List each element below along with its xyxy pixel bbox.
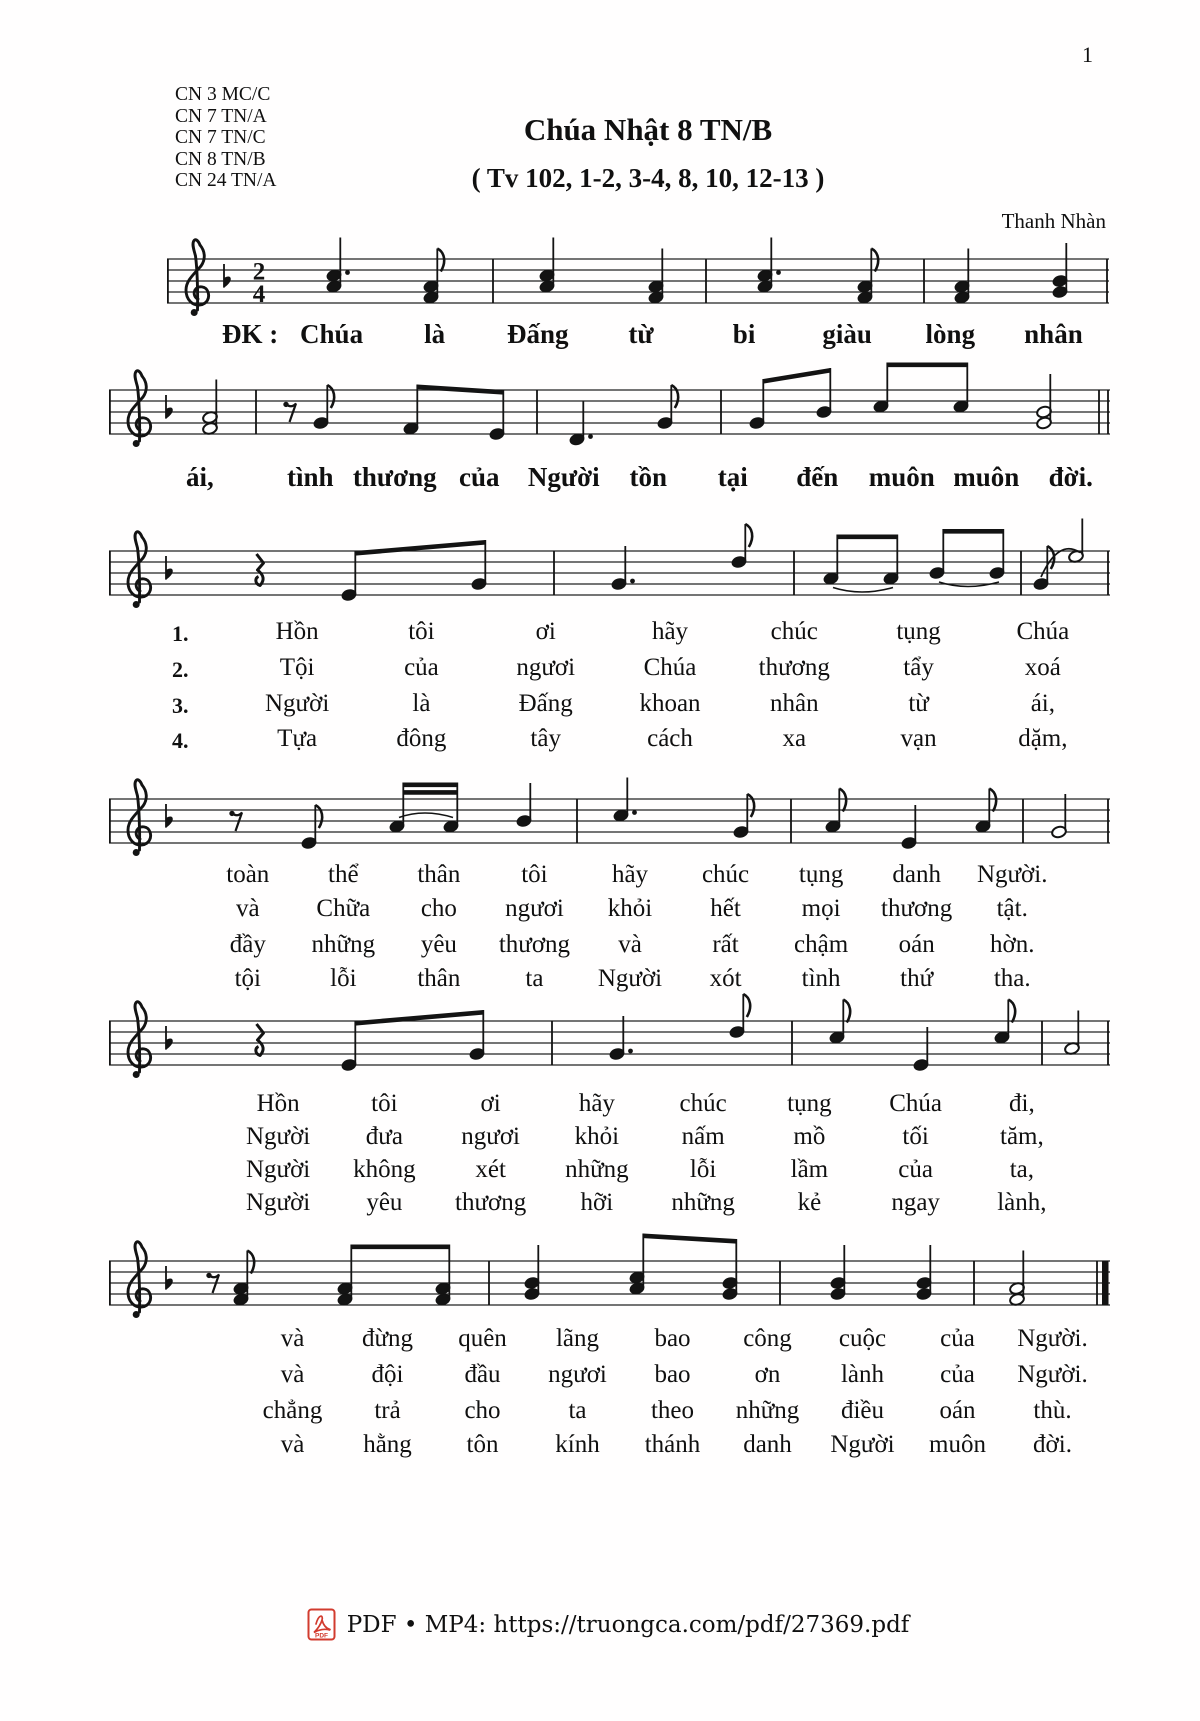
lyric-word: hãy [611,861,649,888]
lyric-word: giàu [822,319,872,349]
lyric-word: cho [420,895,457,922]
lyric-word: hỡi [580,1189,614,1216]
verse-line [0,618,1200,652]
flat-sign-icon [166,556,172,580]
lyric-word: đông [396,725,447,752]
lyric-word: ơn [754,1361,781,1388]
lyric-word: Chúa [1016,618,1070,645]
treble-clef-icon [186,240,209,316]
lyric-word-grid [235,725,1105,753]
lyric-word: cho [464,1397,501,1424]
lyric-word-grid [245,1361,1100,1389]
lyric-word: tụng [787,1090,832,1117]
lyric-word: những [671,1189,735,1216]
lyric-word: Người [527,462,600,492]
composer-name: Thanh Nhàn [1001,209,1106,233]
lyric-word: Người [597,965,663,992]
lyric-word: là [412,690,431,717]
flat-sign-icon [166,395,172,419]
lyric-word: yêu [366,1189,403,1216]
lyric-word: tôn [466,1431,499,1458]
lyric-word: hãy [578,1090,615,1117]
lyric-word: oán [939,1397,976,1424]
lyric-word: tôi [371,1090,398,1117]
lyric-word: những [735,1397,800,1424]
lyric-word-grid [225,1090,1075,1118]
lyric-word-grid [245,1397,1100,1425]
lyric-word-grid [245,1431,1100,1459]
lyric-word: nấm [681,1123,725,1150]
treble-clef-icon [128,1242,151,1318]
lyric-word: thương [455,1189,527,1216]
lyric-word: tại [717,462,748,492]
lyric-word: lành, [997,1189,1047,1216]
lyric-word: xa [782,725,807,752]
lyric-word: Tội [279,654,315,681]
lyric-word: quên [458,1325,507,1352]
lyric-word: đội [371,1361,404,1388]
lyric-word: tối [902,1123,929,1150]
lyric-word: tẩy [903,654,934,681]
lyric-word: yêu [420,931,457,958]
lyric-word: theo [650,1397,695,1424]
lyric-word: dặm, [1018,725,1068,752]
lyric-word: lãng [555,1325,600,1352]
verse-line [0,1431,1200,1465]
lyric-word: hết [710,895,741,922]
lyric-word: lầm [790,1156,829,1183]
lyric-word-grid [225,1156,1075,1184]
verse-line [0,1397,1200,1431]
lyric-word: thánh [644,1431,701,1458]
lyric-word: đời. [1033,1431,1072,1458]
lyric-word-grid [235,690,1105,718]
lyric-word-grid [200,861,1060,889]
lyric-word: Người [245,1123,311,1150]
lyric-word: bi [732,319,756,349]
lyric-word: Người [245,1189,311,1216]
lyric-word: của [404,654,439,681]
lyric-word: tình [286,462,334,492]
lyric-word: điều [840,1397,885,1424]
lyric-word: ngươi [516,654,576,681]
lyric-word: nhân [1024,319,1083,349]
lyric-word: đến [796,462,839,492]
lyric-word: không [353,1156,416,1183]
lyric-word: và [235,895,260,922]
lyric-word: những [565,1156,629,1183]
lyric-word-grid [235,654,1105,682]
lyric-word: trả [374,1397,401,1424]
lyric-word: của [898,1156,933,1183]
lyric-word: rất [712,931,739,958]
quarter-rest-icon [256,554,264,586]
lyric-word: tụng [798,861,844,888]
verse-line [0,1123,1200,1157]
lyric-word: tội [234,965,261,992]
lyric-word: đưa [365,1123,403,1150]
lyric-word-grid [280,319,1105,350]
lyric-word: thân [417,965,461,992]
footer [8,1608,1200,1641]
lyric-word: và [618,931,642,958]
svg-text:2: 2 [252,258,266,286]
lyric-word: xét [475,1156,506,1183]
flat-sign-icon [166,804,172,828]
lyric-word: ta [525,965,544,992]
lyric-word: khoan [639,690,701,717]
verse-line [0,725,1200,759]
verse-line [0,1156,1200,1190]
lyric-word: chúc [770,618,818,645]
lyric-word: Người [265,690,330,717]
lyric-word: toàn [226,861,270,888]
lyric-word: Chúa [889,1090,943,1117]
page-number: 1 [1082,42,1093,67]
lyric-word: muôn [953,462,1020,492]
lyric-word: mọi [801,895,841,922]
lyric-word: ơi [535,618,556,645]
lyric-word: tha. [993,965,1031,992]
cn-reference-item: CN 8 TN/B [175,148,266,170]
lyric-word: Hồn [275,618,319,645]
quarter-rest-icon [256,1024,264,1056]
lyric-word-grid [235,618,1105,646]
lyric-word: tây [530,725,561,752]
lyric-word: Người [830,1431,895,1458]
psalm-reference: ( Tv 102, 1-2, 3-4, 8, 10, 12-13 ) [471,163,825,193]
verse-line [0,654,1200,688]
verse-number: 1. [172,621,189,646]
lyric-word: Tựa [277,725,318,752]
lyric-word: chậm [794,931,849,958]
lyric-word: đi, [1009,1090,1035,1117]
lyric-word: lỗi [689,1156,717,1183]
lyric-word: thương [498,931,571,958]
lyric-word: thương [758,654,830,681]
lyric-word: hãy [651,618,689,645]
lyric-word: và [280,1361,305,1388]
lyric-word: đầu [464,1361,501,1388]
lyric-word: tăm, [1000,1123,1044,1150]
lyric-word: là [424,319,446,349]
lyric-word: ngươi [548,1361,607,1388]
lyric-word: ngay [891,1189,940,1216]
refrain-line-2 [0,462,1200,496]
lyric-word: và [280,1431,305,1458]
lyric-word: mồ [793,1123,826,1150]
lyric-word: lành [840,1361,885,1388]
refrain-label: ái, [186,462,214,492]
lyric-word-grid [225,1123,1075,1151]
lyric-word: đừng [361,1325,414,1352]
lyric-word-grid [245,1325,1100,1353]
refrain-line-1 [0,319,1200,353]
treble-clef-icon [128,1002,151,1078]
lyric-word-grid [268,462,1113,493]
lyric-word: đời. [1048,462,1093,492]
lyric-word: nhân [769,690,819,717]
lyric-word: những [311,931,376,958]
verse-line [0,1361,1200,1395]
footer-link[interactable]: PDF • MP4: https://truongca.com/pdf/27369.pdf [346,1611,910,1638]
lyric-word-grid [225,1189,1075,1217]
lyric-word: xót [709,965,742,992]
lyric-word: tình [801,965,841,992]
lyric-word: danh [892,861,941,888]
verse-line [0,895,1200,929]
lyric-word: và [280,1325,305,1352]
lyric-word: thể [328,861,359,888]
lyric-word: lỗi [330,965,357,992]
refrain-label: ĐK : [222,319,279,349]
lyric-word: Chữa [316,895,371,922]
lyric-word: lòng [925,319,976,349]
lyric-word: của [940,1325,975,1352]
lyric-word: ái, [1030,690,1055,717]
lyric-word: Người [245,1156,311,1183]
verse-line [0,1189,1200,1223]
lyric-word: bao [654,1325,691,1352]
treble-clef-icon [128,371,151,447]
lyric-word: đầy [229,931,266,958]
lyric-word: thương [352,462,437,492]
verse-line [0,690,1200,724]
lyric-word: ngươi [505,895,564,922]
cn-reference-item: CN 7 TN/A [175,105,267,127]
lyric-word: chúc [701,861,750,888]
lyric-word: Đấng [518,690,573,717]
lyric-word: ta, [1009,1156,1035,1183]
treble-clef-icon [128,780,151,856]
lyric-word: kẻ [797,1189,822,1216]
lyric-word: xoá [1024,654,1061,681]
lyric-word: Hồn [256,1090,300,1117]
lyric-word: Người. [1017,1325,1088,1352]
lyric-word: ta [568,1397,587,1424]
lyric-word: bao [654,1361,691,1388]
lyric-word: muôn [868,462,935,492]
lyric-word: tôi [521,861,548,888]
lyric-word: oán [898,931,935,958]
lyric-word: từ [628,319,654,349]
lyric-word: của [459,462,500,492]
svg-text:PDF: PDF [314,1632,328,1640]
verse-line [0,931,1200,965]
verse-number: 3. [172,693,189,718]
cn-reference-item: CN 3 MC/C [175,84,271,105]
lyric-word: Đấng [507,319,569,349]
lyric-word: vạn [900,725,937,752]
lyric-word: kính [555,1431,600,1458]
lyric-word: hờn. [989,931,1035,958]
lyric-word-grid [200,931,1060,959]
lyric-word-grid [200,895,1060,923]
verse-number: 2. [172,657,189,682]
lyric-word: công [743,1325,792,1352]
lyric-word: cách [647,725,693,752]
cn-reference-item: CN 24 TN/A [175,170,277,191]
lyric-word: thương [881,895,953,922]
lyric-word: ngươi [461,1123,520,1150]
verse-line [0,1090,1200,1124]
lyric-word: thân [417,861,461,888]
lyric-word: Người. [976,861,1048,888]
lyric-word: tụng [896,618,941,645]
flat-sign-icon [166,1026,172,1050]
lyric-word: ơi [480,1090,501,1117]
lyric-word: tôi [408,618,435,645]
lyric-word: từ [908,690,929,717]
flat-sign-icon [166,1266,172,1290]
verse-line [0,1325,1200,1359]
lyric-word: của [940,1361,975,1388]
svg-text:4: 4 [252,281,266,308]
lyric-word: Chúa [643,654,697,681]
verse-number: 4. [172,728,189,753]
lyric-word: Người. [1017,1361,1088,1388]
lyric-word: chẳng [262,1397,323,1424]
lyric-word: khỏi [607,895,653,922]
lyric-word: chúc [679,1090,727,1117]
lyric-word: danh [743,1431,792,1458]
lyric-word: hằng [363,1431,412,1458]
verse-line [0,965,1200,999]
lyric-word: muôn [929,1431,986,1458]
lyric-word: khỏi [574,1123,620,1150]
lyric-word: Chúa [300,319,364,349]
lyric-word: cuộc [838,1325,887,1352]
treble-clef-icon [128,532,151,608]
flat-sign-icon [224,264,230,288]
lyric-word-grid [200,965,1060,993]
pdf-icon[interactable] [307,1608,336,1641]
lyric-word: thứ [900,965,934,992]
lyric-word: tật. [996,895,1028,922]
lyric-word: tồn [629,462,667,492]
cn-reference-item: CN 7 TN/C [175,127,266,148]
verse-line [0,861,1200,895]
song-title: Chúa Nhật 8 TN/B [523,112,773,147]
lyric-word: thù. [1033,1397,1072,1424]
